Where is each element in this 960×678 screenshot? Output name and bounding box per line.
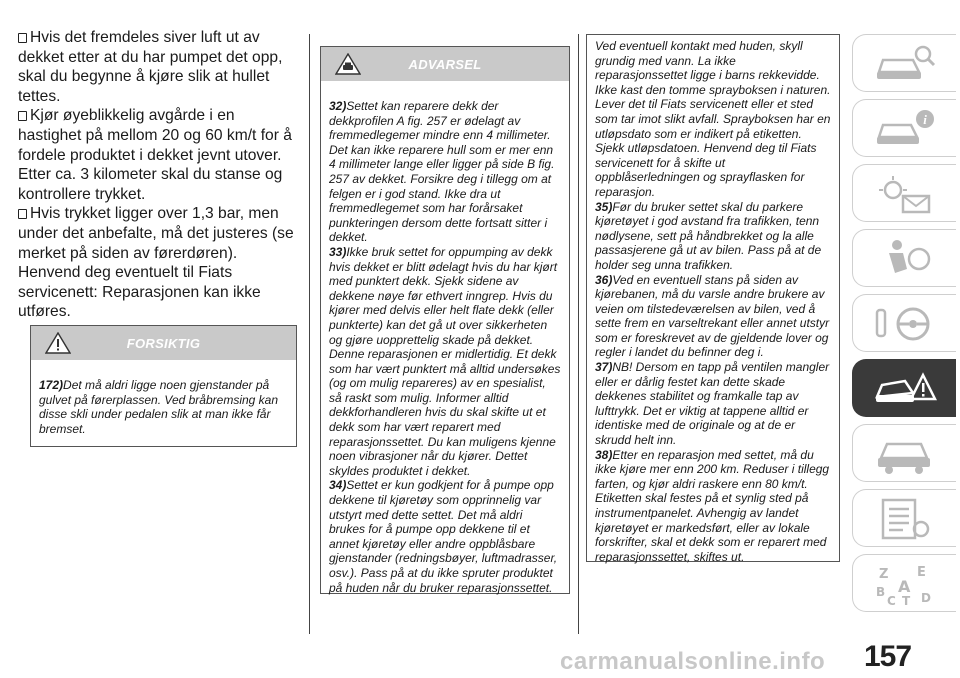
chapter-tab-1[interactable] <box>852 34 956 92</box>
warning-body <box>321 81 569 601</box>
chapter-tab-6-active[interactable] <box>852 359 956 417</box>
note-item: 172)Det må aldri ligge noen gjenstander på gulvet på førerplassen. Ved bråbremsing kan disse skli under pedalen slik at man ikke får bremset. <box>39 378 279 436</box>
warning-header <box>321 47 569 81</box>
index-letter: B <box>876 585 886 599</box>
chapter-tab-8[interactable] <box>852 489 956 547</box>
chapter-tab-9[interactable] <box>852 554 956 612</box>
note-continuation: Ved eventuell kontakt med huden, skyll grundig med vann. La ikke reparasjonssettet ligge i barns rekkevidde. Ikke kast den tomme sprayboksen i naturen. Lever det til Fiats servicenett eller et sted som tar imot slikt avfall. Sprayboksen har en utløpsdato som er indikert på etiketten. Sjekk utløpsdatoen. Henvend deg til Fiats servicenett for å skifte ut oppblåserledningen og sprayflasken for reparasjon. <box>595 39 831 199</box>
index-letter: C <box>887 594 896 606</box>
alphabet-index-icon <box>873 562 937 606</box>
car-emergency-icon <box>873 367 937 411</box>
index-letter: A <box>898 577 911 596</box>
note-item: 32)Settet kan reparere dekk der dekkprofilen A fig. 257 er ødelagt av fremmedlegemer mindre enn 4 millimeter. Det kan ikke reparere hull som er mer enn 4 millimeter lange eller ligger på side B fig. 257 av dekket. Forsikre deg i tillegg om at felgen er i god stand. Ikke dra ut fremmedlegemet som har forårsaket punkteringen dersom dette fortsatt sitter i dekket. <box>329 99 555 245</box>
page-number: 157 <box>864 640 912 673</box>
bullet-item: Hvis trykket ligger over 1,3 bar, men under det anbefalte, må det justeres (se merket på siden av førerdøren). Henvend deg eventuelt til Fiats servicenett: Reparasjonen kan ikke utføres. <box>18 205 294 321</box>
index-letter: T <box>902 594 911 606</box>
index-letter: E <box>917 565 926 580</box>
chapter-tab-3[interactable] <box>852 164 956 222</box>
column-divider <box>309 34 310 634</box>
watermark: carmanualsonline.info <box>560 648 826 675</box>
specifications-list-icon <box>873 497 937 541</box>
warning-continued-box <box>586 34 840 562</box>
note-item: 35)Før du bruker settet skal du parkere kjøretøyet i god avstand fra trafikken, tenn nødlysene, sett på håndbrekket og la alle passasjerene gå ut av bilen. Pass på at de holder seg unna trafikken. <box>595 199 822 272</box>
bullet-item: Kjør øyeblikkelig avgårde i en hastighet på mellom 20 og 60 km/t for å fordele produktet i dekket jevnt utover. Etter ca. 3 kilometer skal du stanse og kontrollere trykket. <box>18 107 292 203</box>
note-item: 34)Settet er kun godkjent for å pumpe opp dekkene til kjøretøy som opprinnelig var utstyrt med dette settet. Det må aldri brukes for å pumpe opp dekkene til et annet kjøretøy eller andre oppblåsbare gjenstander (redningsbøyer, luftmadrasser, osv.). Pass på at du ikke spruter produktet på huden når du bruker reparasjonssettet. <box>329 478 558 595</box>
index-letter: D <box>921 591 931 605</box>
warning-title: ADVARSEL <box>408 57 482 72</box>
caution-header <box>31 326 296 360</box>
car-info-icon <box>873 107 937 151</box>
note-item: 38)Etter en reparasjon med settet, må du ikke kjøre mer enn 200 km. Reduser i tillegg farten, og kjør aldri raskere enn 80 km/t. Etiketten skal festes på et synlig sted på instrumentpanelet. Avhengig av landet kjøretøyet er markedsført, eller av lokale forskrifter, skal et dekk som er reparert med reparasjonssettet, skiftes ut. <box>595 447 830 564</box>
chapter-tab-7[interactable] <box>852 424 956 482</box>
key-steering-wheel-icon <box>873 302 937 346</box>
airbag-seat-icon <box>873 237 937 281</box>
svg-text:i: i <box>923 112 927 127</box>
note-item: 36)Ved en eventuell stans på siden av kjørebanen, må du varsle andre brukere av veien om tilstedeværelsen av bilen, ved å sette frem en varseltrekant eller annet utstyr som er foreskrevet av de gjeldende lover og regler i landet du befinner deg i. <box>595 272 830 360</box>
checkbox-bullet-icon <box>18 111 27 121</box>
warning-continued-body <box>587 35 839 570</box>
caution-body <box>31 360 296 442</box>
caution-box <box>30 325 297 447</box>
index-letter: Z <box>879 567 889 582</box>
warning-box <box>320 46 570 594</box>
column-divider <box>578 34 579 634</box>
dashboard-lights-icon <box>873 172 937 216</box>
checkbox-bullet-icon <box>18 33 27 43</box>
column-1 <box>18 28 300 322</box>
car-maintenance-icon <box>873 432 937 476</box>
note-item: 33)Ikke bruk settet for oppumping av dekk hvis dekket er blitt ødelagt hvis du har kjørt med punktert dekk. Sjekk sidene av dekkene nøye før ethvert inngrep. Hvis du kjører med delvis eller helt flate dekk (eller punkterte) kan det gå ut over sikkerheten og gjøre uopprettelig skade på dekket. Denne reparasjonen er midlertidig. Et dekk som har vært punktert må alltid undersøkes (og om mulig repareres) av en spesialist, så raskt som mulig. Informer alltid dekkforhandleren hvis du skal skifte ut et dekk som har vært reparert med reparasjonssettet. Du kan muligens kjenne noen vibrasjoner når du kjører. Dettet skyldes produktet i dekket. <box>329 244 561 478</box>
chapter-tab-4[interactable] <box>852 229 956 287</box>
chapter-tab-2[interactable] <box>852 99 956 157</box>
caution-title: FORSIKTIG <box>126 336 201 351</box>
note-item: 37)NB! Dersom en tapp på ventilen mangler eller er dårlig festet kan dette skade dekkenes stabilitet og framkalle tap av lufttrykk. Det er viktig at tappene alltid er identiske med de originale og at de er skrudd helt inn. <box>595 360 830 448</box>
checkbox-bullet-icon <box>18 209 27 219</box>
car-search-icon <box>873 42 937 86</box>
chapter-tab-5[interactable] <box>852 294 956 352</box>
bullet-item: Hvis det fremdeles siver luft ut av dekket etter at du har pumpet det opp, skal du begynne å kjøre slik at hullet tettes. <box>18 29 283 105</box>
chapter-sidebar <box>852 34 956 619</box>
